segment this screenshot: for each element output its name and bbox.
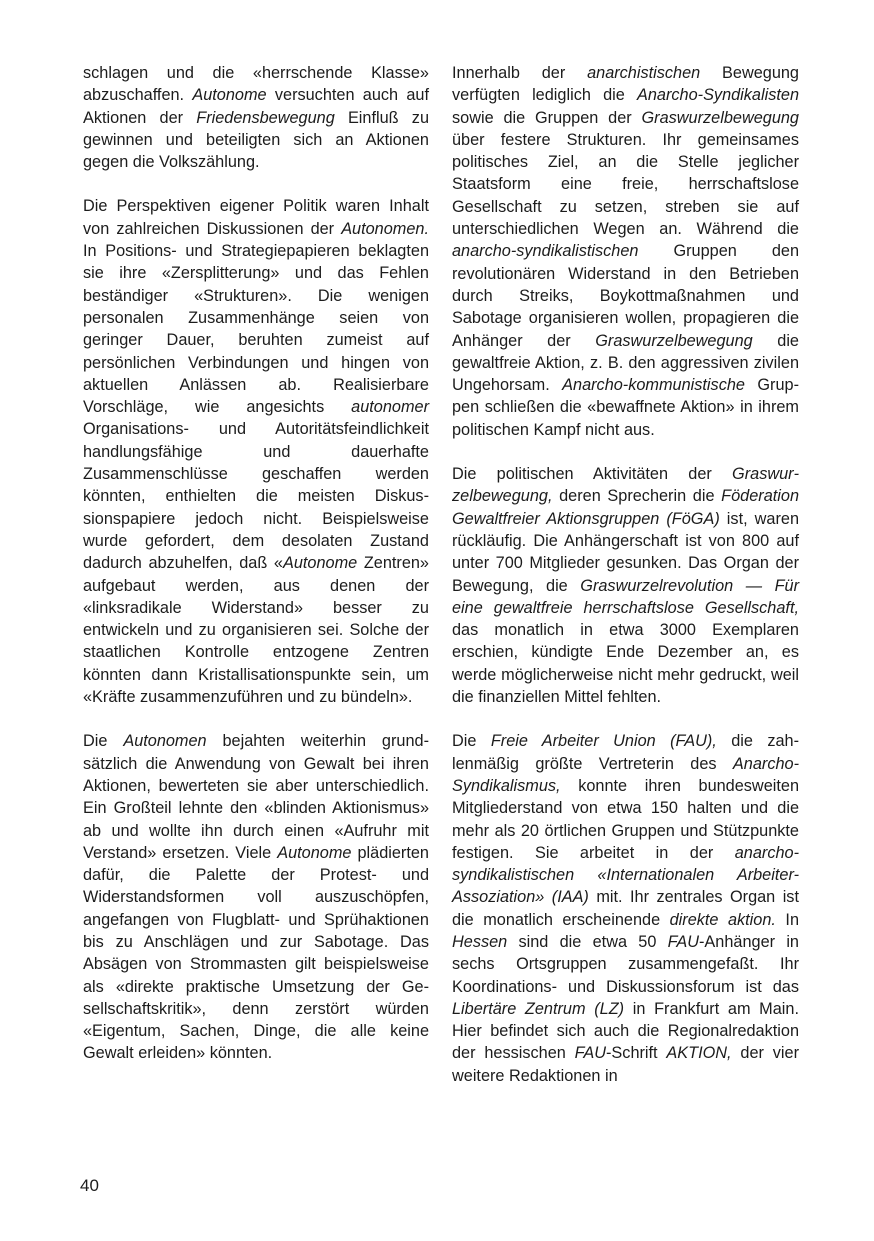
- italic-term: Hessen: [452, 932, 508, 951]
- text-run: der vier weitere Redaktionen in: [452, 1044, 799, 1085]
- text-run: In: [775, 910, 799, 929]
- text-run: Zentren» aufgebaut werden, aus denen der «linksradikale Widerstand» besser zu entwickeln und zu organisieren sei. Solche der staatlichen Kontrolle entzogene Zentren könnten dann Kristallisationspunkte sein, um «Kräfte zusammenzuführen und zu bündeln».: [83, 554, 429, 707]
- left-column: [83, 62, 429, 1065]
- text-run: sind die etwa 50: [507, 932, 668, 951]
- text-run: versuchten auch auf Aktionen der: [83, 86, 429, 127]
- italic-term: Autonomen: [123, 732, 207, 751]
- italic-term: Anarcho-kommunistische: [562, 376, 745, 395]
- italic-term: Libertäre Zentrum (LZ): [452, 999, 625, 1018]
- italic-term: Freie Arbeiter Union (FAU),: [490, 732, 717, 751]
- italic-term: anarcho-syndikalistischen: [452, 242, 639, 261]
- text-run: konnte ihren bundesweiten Mitgliederstand von etwa 150 halten und die mehr als 20 örtlichen Gruppen und Stützpunkte festigen. Sie arbeitet in der: [452, 776, 799, 862]
- text-run: -Schrift: [606, 1044, 667, 1063]
- text-run: in Frankfurt am Main. Hier befindet sich auch die Regionalredaktion der hessischen: [452, 999, 799, 1063]
- text-run: Gruppen den revolutionären Widerstand in den Betrieben durch Streiks, Boykottmaßnahmen und Sabotage organisieren wollen, propagieren die Anhänger der: [452, 242, 799, 350]
- text-run: das monatlich in etwa 3000 Exemplaren erschien, kündigte Ende Dezember an, es werde möglicherweise nicht mehr gedruckt, weil die finanziellen Mittel fehlten.: [452, 621, 799, 707]
- italic-term: autonomer: [351, 398, 429, 417]
- text-run: ist, waren rückläufig. Die Anhängerschaft ist von 800 auf unter 700 Mitglieder gesunken. Das Organ der Bewegung, die: [452, 509, 800, 595]
- italic-term: Graswurzelbewegung: [641, 108, 799, 127]
- italic-term: Autonome: [192, 86, 267, 105]
- text-run: Gruppen schließen die «bewaffnete Aktion» in ihrem politischen Kampf nicht aus.: [452, 376, 799, 439]
- text-run: -Anhänger in sechs Ortsgruppen zusammengefaßt. Ihr Koordinations- und Diskussionsforum ist das: [452, 932, 799, 996]
- italic-term: Graswurzelbewegung: [595, 331, 753, 350]
- left-paragraph-2: [83, 195, 429, 708]
- text-run: Organisations- und Autoritätsfeindlichkeit handlungsfähige und dauerhafte Zusammenschlüsse geschaffen werden könnten, enthielten die meisten Diskussionspapiere jedoch nicht. Beispielsweise wurde gefordert, dem desolaten Zustand dadurch abzuhelfen, daß «: [83, 420, 429, 573]
- right-paragraph-2: [452, 463, 799, 708]
- text-run: bejahten weiterhin grundsätzlich die Anwendung von Gewalt bei ihren Aktionen, bewerteten sie aber unterschiedlich. Ein Großteil lehnte den «blinden Aktionismus» ab und wollte ihn durch einen «Aufruhr mit Verstand» ersetzen. Viele: [83, 732, 429, 862]
- text-run: Bewegung verfügten lediglich die: [452, 64, 799, 105]
- text-run: Die: [452, 732, 491, 751]
- right-paragraph-3: [452, 730, 799, 1087]
- text-run: deren Sprecherin die: [552, 487, 722, 506]
- italic-term: Föderation Gewaltfreier Aktionsgruppen (FöGA): [452, 487, 799, 528]
- text-run: schlagen und die «herrschende Klasse» abzuschaffen.: [83, 64, 429, 105]
- text-run: Die Perspektiven eigener Politik waren Inhalt von zahlreichen Diskussionen der: [83, 197, 429, 238]
- text-run: plädierten dafür, die Palette der Protest- und Widerstandsformen voll auszuschöpfen, angefangen von Flugblatt- und Sprühaktionen bis zu Anschlägen und zur Sabotage. Das Absägen von Strommasten gilt beispielsweise als «direkte praktische Umsetzung der Gesellschaftskritik», denn zerstört würden «Eigentum, Sachen, Dinge, die alle keine Gewalt erleiden» könnten.: [83, 843, 429, 1063]
- left-paragraph-3: [83, 730, 429, 1064]
- text-run: Die politischen Aktivitäten der: [452, 465, 733, 484]
- italic-term: anarchistischen: [587, 64, 701, 82]
- right-column: [452, 62, 799, 1087]
- italic-term: Autonome: [277, 843, 352, 862]
- italic-term: Anarcho-Syndikalismus,: [452, 754, 799, 795]
- italic-term: AKTION,: [666, 1044, 732, 1063]
- text-run: Die: [83, 732, 124, 751]
- italic-term: Graswurzelbewegung,: [452, 465, 799, 506]
- text-run: die zahlenmäßig größte Vertreterin des: [452, 732, 799, 773]
- text-run: Innerhalb der: [452, 64, 588, 82]
- text-run: mit. Ihr zentrales Organ ist die monatlich erscheinende: [452, 888, 799, 929]
- text-run: die gewaltfreie Aktion, z. B. den aggressiven zivilen Ungehorsam.: [452, 331, 799, 395]
- italic-term: FAU: [667, 932, 700, 951]
- left-paragraph-1: [83, 62, 429, 173]
- italic-term: anarcho-syndikalistischen «Internationalen Arbeiter-Assoziation» (IAA): [452, 843, 799, 907]
- italic-term: Friedensbewegung: [196, 108, 335, 127]
- text-run: sowie die Gruppen der: [452, 108, 642, 127]
- italic-term: direkte aktion.: [669, 910, 776, 929]
- page-number: 40: [80, 1176, 99, 1195]
- italic-term: Anarcho-Syndikalisten: [637, 86, 799, 105]
- text-run: In Positions- und Strategiepapieren beklagten sie ihre «Zersplitterung» und das Fehlen beständiger «Strukturen». Die wenigen personalen Zusammenhänge seien von geringer Dauer, beruhten zumeist auf persönlichen Verbindungen und hingen von aktuellen Anlässen ab. Realisierbare Vorschläge, wie angesichts: [83, 242, 429, 417]
- right-paragraph-1: [452, 62, 799, 441]
- text-run: über festere Strukturen. Ihr gemeinsames politisches Ziel, an die Stelle jeglicher Staatsform eine freie, herrschaftslose Gesellschaft zu setzen, streben sie auf unterschiedlichen Wegen an. Während die: [452, 130, 799, 239]
- italic-term: Graswurzelrevolution — Für eine gewaltfreie herrschaftslose Gesellschaft,: [452, 576, 799, 617]
- italic-term: FAU: [574, 1044, 607, 1063]
- italic-term: Autonomen.: [341, 219, 429, 238]
- text-run: Einfluß zu gewinnen und beteiligten sich an Aktionen gegen die Volkszählung.: [83, 108, 429, 172]
- italic-term: Autonome: [282, 554, 358, 573]
